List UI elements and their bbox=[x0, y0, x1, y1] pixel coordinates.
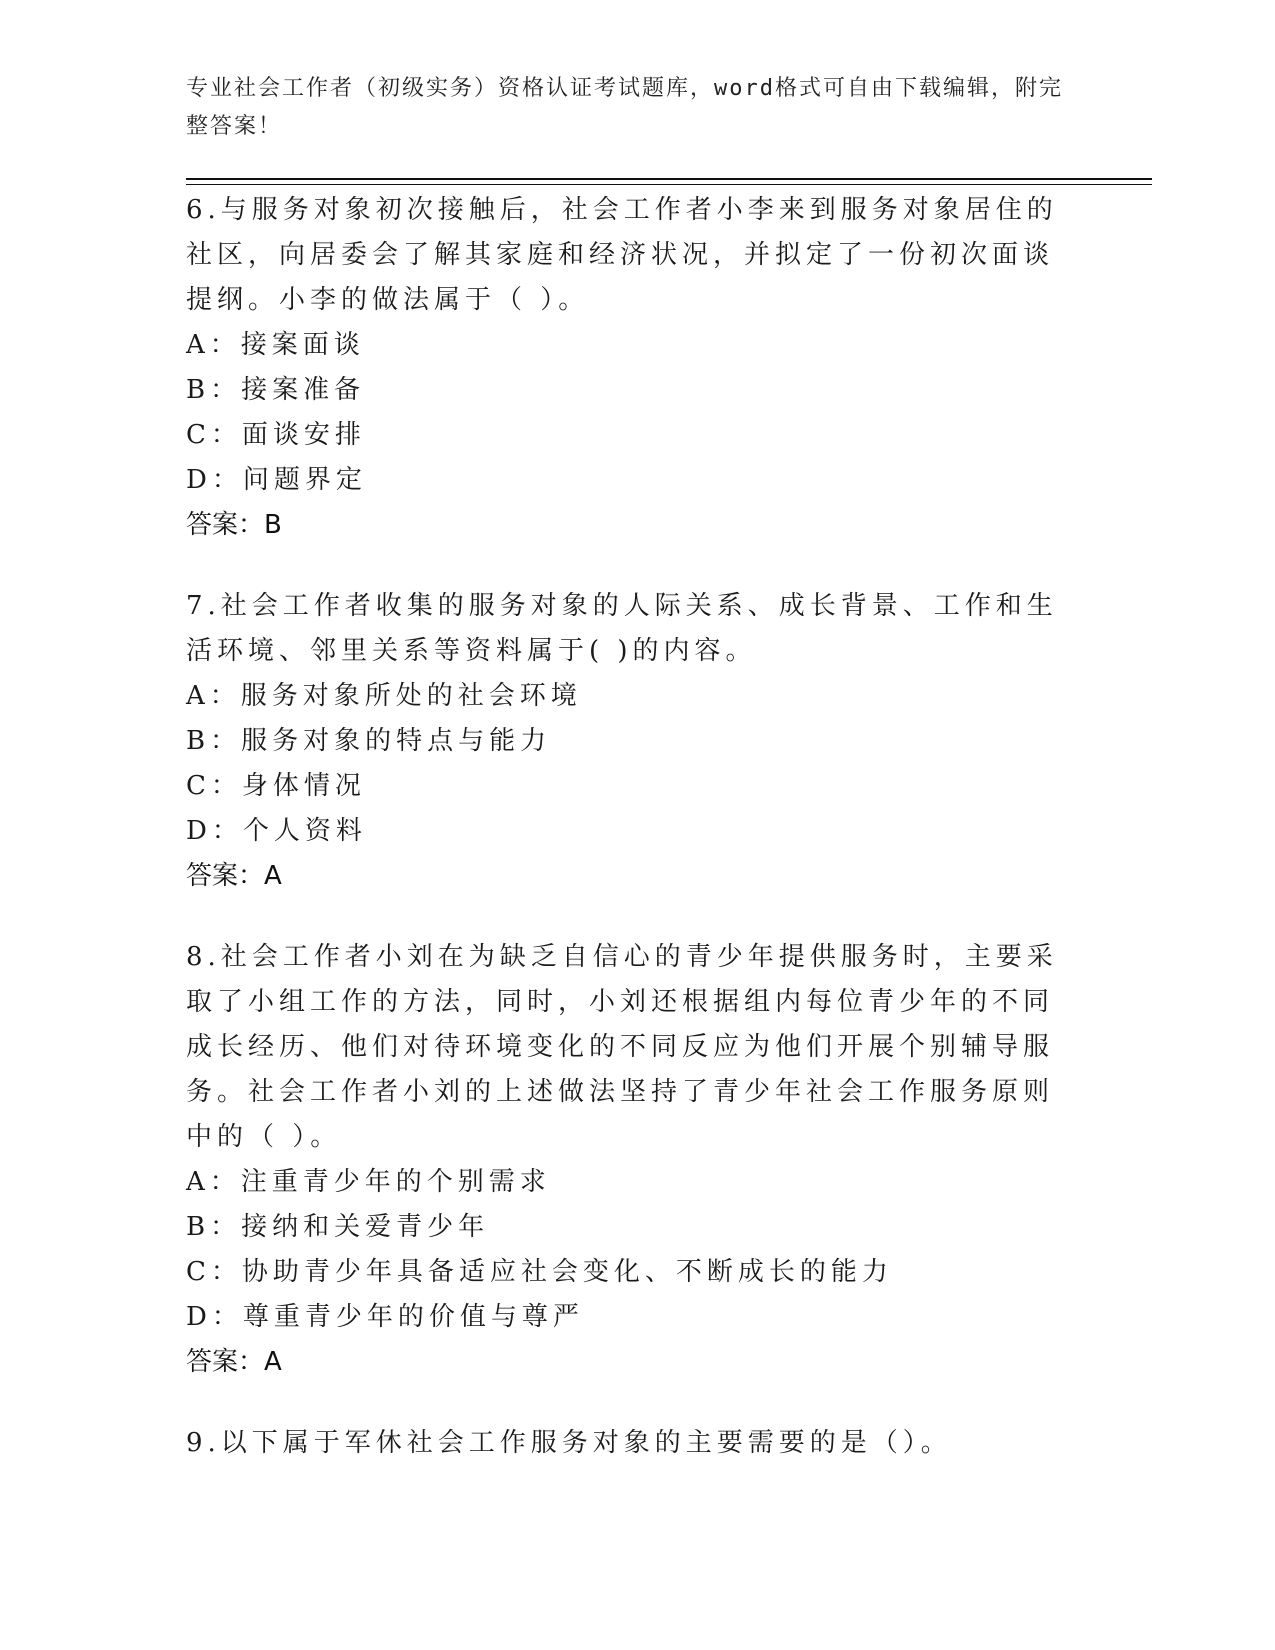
option-d: D：问题界定 bbox=[186, 465, 367, 495]
header-divider-thick bbox=[186, 178, 1152, 180]
question-stem: 7.社会工作者收集的服务对象的人际关系、成长背景、工作和生活环境、邻里关系等资料属于( )的内容。 bbox=[186, 591, 1058, 666]
answer-line: 答案：A bbox=[186, 861, 282, 891]
answer-line: 答案：A bbox=[186, 1347, 282, 1377]
question-list bbox=[186, 188, 1066, 1502]
question-stem: 6.与服务对象初次接触后，社会工作者小李来到服务对象居住的社区，向居委会了解其家庭和经济状况，并拟定了一份初次面谈提纲。小李的做法属于（ ）。 bbox=[186, 195, 1058, 315]
header-divider-thin bbox=[186, 184, 1152, 185]
question-8 bbox=[186, 935, 1066, 1385]
question-9 bbox=[186, 1421, 1066, 1466]
option-c: C：面谈安排 bbox=[186, 420, 366, 450]
question-stem: 9.以下属于军休社会工作服务对象的主要需要的是（）。 bbox=[186, 1428, 952, 1458]
answer-line: 答案：B bbox=[186, 510, 282, 540]
option-c: C：协助青少年具备适应社会变化、不断成长的能力 bbox=[186, 1257, 893, 1287]
option-a: A：注重青少年的个别需求 bbox=[186, 1167, 551, 1197]
option-a: A：接案面谈 bbox=[186, 330, 365, 360]
option-b: B：接纳和关爱青少年 bbox=[186, 1212, 490, 1242]
question-6 bbox=[186, 188, 1066, 548]
option-a: A：服务对象所处的社会环境 bbox=[186, 681, 582, 711]
page-header: 专业社会工作者（初级实务）资格认证考试题库，word格式可自由下载编辑，附完整答案！ bbox=[186, 76, 1063, 139]
option-d: D：尊重青少年的价值与尊严 bbox=[186, 1302, 584, 1332]
question-stem: 8.社会工作者小刘在为缺乏自信心的青少年提供服务时，主要采取了小组工作的方法，同时，小刘还根据组内每位青少年的不同成长经历、他们对待环境变化的不同反应为他们开展个别辅导服务。社会工作者小刘的上述做法坚持了青少年社会工作服务原则中的（ ）。 bbox=[186, 942, 1058, 1152]
option-c: C：身体情况 bbox=[186, 771, 366, 801]
option-d: D：个人资料 bbox=[186, 816, 367, 846]
option-b: B：服务对象的特点与能力 bbox=[186, 726, 552, 756]
option-b: B：接案准备 bbox=[186, 375, 366, 405]
question-7 bbox=[186, 584, 1066, 899]
